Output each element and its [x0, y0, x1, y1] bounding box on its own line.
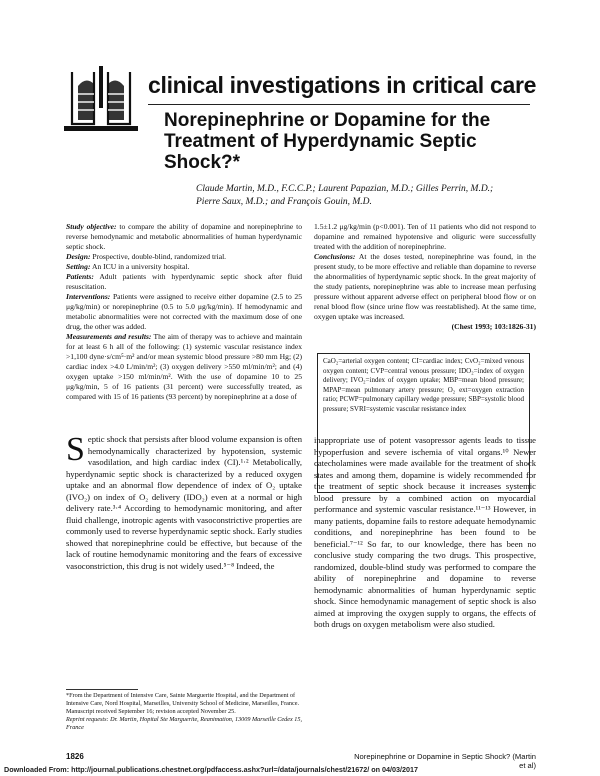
- abstract-right-column: [314, 222, 536, 332]
- body-left-column: [66, 431, 303, 572]
- setting-label: Setting:: [66, 262, 91, 271]
- design-label: Design:: [66, 252, 91, 261]
- reprint-text: Dr. Martin, Hopital Ste Marguerite, Reanimation, 13009 Marseille Cedex 15, France: [66, 716, 303, 731]
- footnote-manuscript: Manuscript received September 16; revision accepted November 25.: [66, 708, 236, 715]
- author-list: Claude Martin, M.D., F.C.C.P.; Laurent Papazian, M.D.; Gilles Perrin, M.D.; Pierre Saux, M.D.; and François Gouin, M.D.: [196, 184, 494, 207]
- patients-text: Adult patients with hyperdynamic septic shock after fluid resuscitation.: [66, 272, 302, 291]
- abbreviations-text: CaO₂=arterial oxygen content; CI=cardiac index; CvO₂=mixed venous oxygen content; CVP=central venous pressure; IDO₂=index of oxygen delivery; IVO₂=index of oxygen uptake; MBP=mean blood pressure; MPAP=mean pulmonary artery pressure; O₂ ext=oxygen extraction ratio; PCWP=pulmonary capillary wedge pressure; SBP=systolic blood pressure; SVRI=systemic vascular resistance index: [323, 357, 524, 413]
- citation: (Chest 1993; 103:1826-31): [451, 322, 536, 331]
- article-title: Norepinephrine or Dopamine for the Treatment of Hyperdynamic Septic Shock?*: [164, 110, 491, 173]
- footnote-rule: [66, 689, 138, 690]
- measurements-text: The aim of therapy was to achieve and maintain for at least 6 h all of the following: (1) systemic vascular resistance index >1,100 dyne·s/cm⁵·m² and/or mean systemic blood pressure >80 mm Hg; (2) cardiac index >4.0 L/min/m²; (3) oxygen delivery >550 ml/min/m²; and (4) oxygen uptake >150 ml/min/m². With the use of dopamine 10 to 25 μg/kg/min, 5 of 16 patients (31 percent) were successfully treated, as compared with 15 of 16 patients (93 percent) by norepinephrine at a dose of: [66, 332, 303, 401]
- design-text: Prospective, double-blind, randomized trial.: [92, 252, 227, 261]
- conclusions-label: Conclusions:: [314, 252, 356, 261]
- footnote: [66, 692, 302, 732]
- body-right-text: inappropriate use of potent vasopressor agents leads to tissue hypoperfusion and severe ischemia of vital organs.¹⁰ Newer catecholamines were made available for the treatment of shock states and among them, dopamine is widely recommended for the treatment of septic shock because it increases systemic blood pressure by a combined action on myocardial performance and systemic vascular resistance.¹¹⁻¹³ However, in many patients, dopamine fails to restore adequate hemodynamic conditions, and norepinephrine has been found to be beneficial.⁷⁻¹² So far, to our knowledge, there has been no conclusive study comparing the two drugs. This prospective, randomized, double-blind study was performed to compare the ability of norepinephrine and dopamine to reverse hemodynamic abnormalities of human hyperdynamic septic shock. Since hemodynamic management of septic shock is also aimed at improving the oxygen supply to organs, the effects of both drugs on oxygen metabolism were also studied.: [314, 435, 536, 629]
- setting-text: An ICU in a university hospital.: [91, 262, 190, 271]
- section-title: clinical investigations in critical care: [148, 72, 537, 98]
- reprint-label: Reprint requests:: [66, 716, 109, 723]
- measurements-continued: 1.5±1.2 μg/kg/min (p<0.001). Ten of 11 patients who did not respond to dopamine and remained hypotensive and oliguric were successfully treated with the addition of norepinephrine.: [314, 222, 536, 251]
- header-rule: [148, 104, 530, 105]
- objective-label: Study objective:: [66, 222, 117, 231]
- download-footer: Downloaded From: http://journal.publications.chestnet.org/pdfaccess.ashx?url=/data/journals/chest/21672/ on 04/03/2017: [4, 765, 418, 774]
- interventions-text: Patients were assigned to receive either dopamine (2.5 to 25 μg/kg/min) or norepinephrine (0.5 to 5.0 μg/kg/min). If hemodynamic and metabolic abnormalities were not corrected with the maximum dose of one drug, the other was added.: [66, 292, 302, 331]
- drop-cap: S: [66, 431, 85, 468]
- footnote-affiliation: *From the Department of Intensive Care, Sainte Marguerite Hospital, and the Department of Intensive Care, Nord Hospital, Marseilles, University School of Medicine, Marseilles, France.: [66, 692, 300, 707]
- running-head: Norepinephrine or Dopamine in Septic Shock? (Martin et al): [354, 752, 536, 770]
- abstract-left-column: [66, 222, 302, 402]
- patients-label: Patients:: [66, 272, 94, 281]
- objective-text: to compare the ability of dopamine and norepinephrine to reverse hemodynamic and metabolic abnormalities of human hyperdynamic septic shock.: [66, 222, 302, 251]
- body-left-text: eptic shock that persists after blood volume expansion is often hemodynamically characterized by hypotension, systemic vasodilation, and high cardiac index (CI).¹·² Metabolically, hyperdynamic septic shock is characterized by a reduced oxygen uptake and an abnormal flow dependence of index of O₂ uptake (IVO₂) on index of O₂ delivery (IDO₂) even at a normal or high delivery rate.³·⁴ According to hemodynamic monitoring, and after fluid challenge, inotropic agents with vasoconstrictive properties are commonly used to reverse hyperdynamic septic shock. Early studies showed that norepinephrine could be effective, but because of the lack of routine hemodynamic monitoring and the fears of excessive vasoconstriction, this drug is not widely used.⁵⁻⁸ Indeed, the: [66, 434, 303, 571]
- conclusions-text: At the doses tested, norepinephrine was found, in the present study, to be more effective and reliable than dopamine to reverse the abnormalities of hyperdynamic septic shock. In the great majority of the study patients, norepinephrine was able to increase mean perfusing pressure without apparent adverse effect on peripheral blood flow or on renal blood flow (since urine flow was reestablished). At the same time, oxygen uptake was increased.: [314, 252, 536, 321]
- interventions-label: Interventions:: [66, 292, 111, 301]
- lungs-icon: [64, 62, 138, 134]
- page-number: 1826: [66, 752, 84, 761]
- measurements-label: Measurements and results:: [66, 332, 152, 341]
- body-right-column: [314, 435, 536, 631]
